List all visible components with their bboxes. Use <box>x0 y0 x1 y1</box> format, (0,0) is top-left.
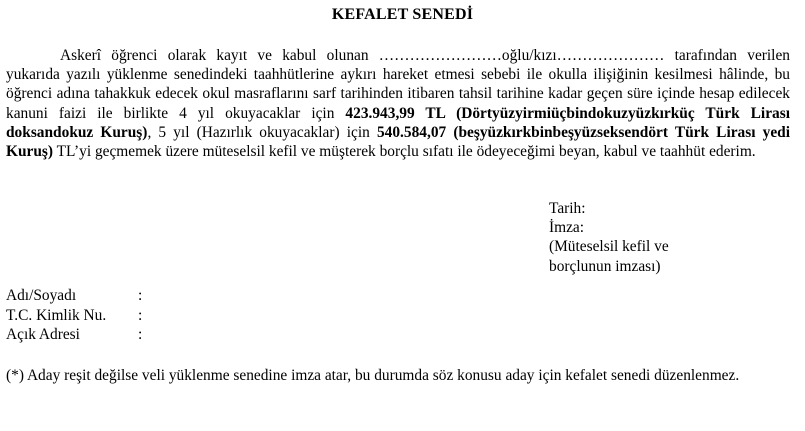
amount-4-year: 423.943,99 TL (Dörtyüzyirmiüçbindokuzyüzkırküç Türk Lirası doksandokuz Kuruş) <box>6 104 790 141</box>
field-label: Açık Adresi <box>6 326 80 344</box>
signature-note-line-2: borçlunun imzası) <box>549 257 661 275</box>
paragraph-part-3: TL’yi geçmemek üzere müteselsil kefil ve müşterek borçlu sıfatı ile ödeyeceğimi beyan, kabul ve taahhüt ederim. <box>53 143 756 161</box>
field-name-surname <box>6 286 142 306</box>
signature-block <box>549 199 669 276</box>
guarantee-paragraph <box>6 46 790 161</box>
paragraph-part-2: , 5 yıl (Hazırlık okuyacaklar) için <box>147 123 377 141</box>
amount-5-year: 540.584,07 (beşyüzkırkbinbeşyüzseksendört Türk Lirası yedi Kuruş) <box>6 123 790 161</box>
field-address <box>6 325 142 345</box>
signature-note-line-1: (Müteselsil kefil ve <box>549 238 669 256</box>
footnote: (*) Aday reşit değilse veli yüklenme senedine imza atar, bu durumda söz konusu aday için kefalet senedi düzenlenmez. <box>6 367 740 384</box>
date-label: Tarih: <box>549 200 586 217</box>
document-title: KEFALET SENEDİ <box>331 6 474 23</box>
signature-label: İmza: <box>549 219 585 237</box>
paragraph-part-1: Askerî öğrenci olarak kayıt ve kabul olunan ……………………oğlu/kızı………………… tarafından verilen yukarıda yazılı yüklenme senedindeki taahhütlerine aykırı hareket etmesi sebebi ile okulla ilişiğinin kesilmesi hâlinde, bu öğrenci adına tahakkuk edecek okul masraflarını sarf tarihinden itibaren tahsil tarihine kadar geçen süre içinde hesap edilecek kanuni faizi ile birlikte 4 yıl okuyacaklar için <box>6 47 790 122</box>
field-id-number <box>6 306 142 326</box>
field-separator: : <box>138 287 143 304</box>
field-label: T.C. Kimlik Nu. <box>6 306 107 324</box>
field-separator: : <box>138 326 143 344</box>
guarantor-fields <box>6 286 142 345</box>
field-label: Adı/Soyadı <box>6 287 77 304</box>
field-separator: : <box>138 306 143 324</box>
guarantee-statement <box>6 46 790 161</box>
